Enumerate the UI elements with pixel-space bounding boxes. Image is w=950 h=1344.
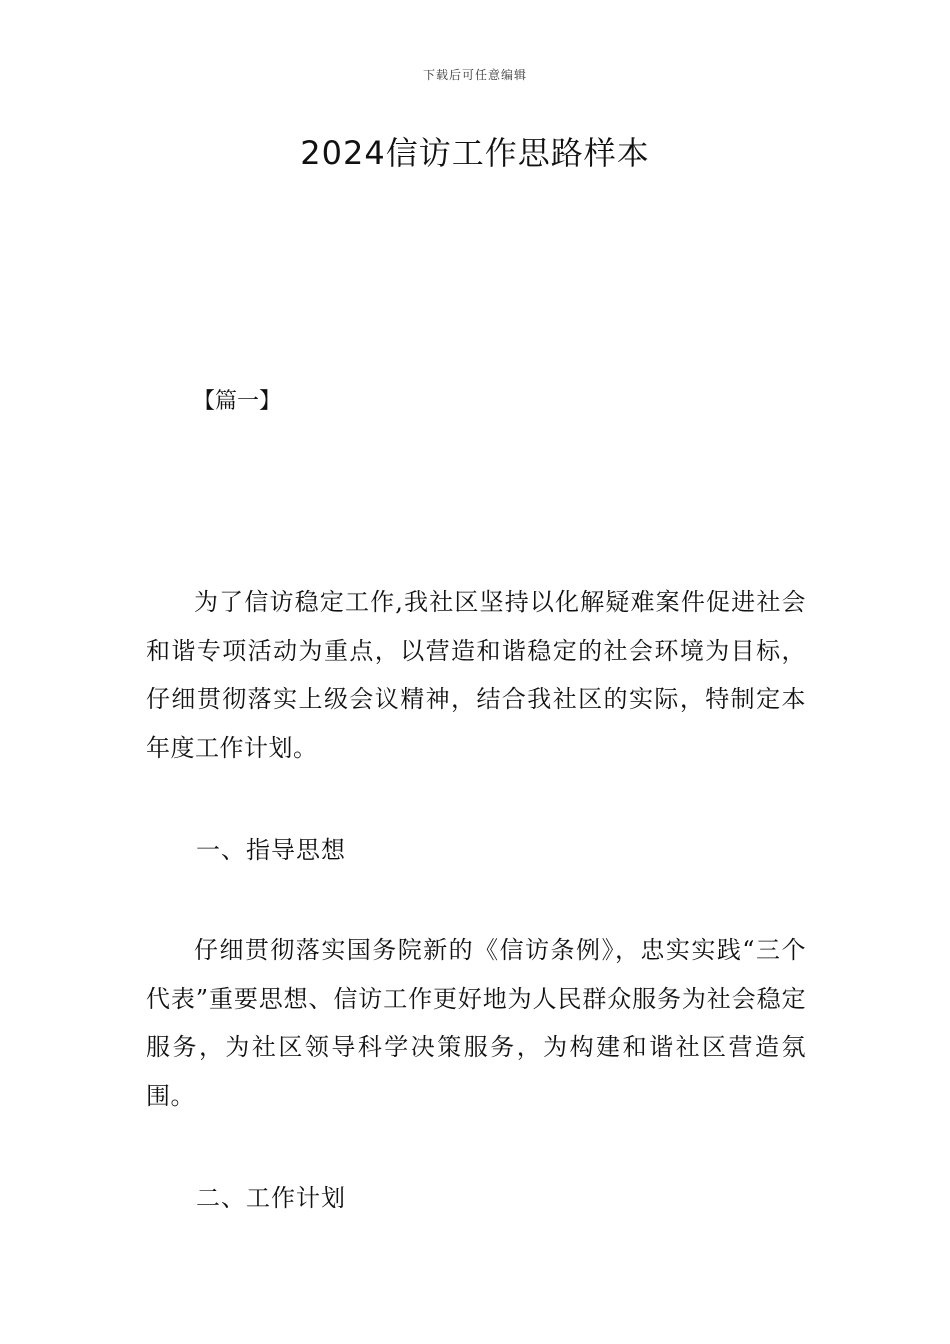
heading-guiding-thought: 一、指导思想	[196, 836, 346, 864]
intro-paragraph: 为了信访稳定工作,我社区坚持以化解疑难案件促进社会和谐专项活动为重点，以营造和谐稳定的社会环境为目标，仔细贯彻落实上级会议精神，结合我社区的实际，特制定本年度工作计划。	[146, 588, 806, 762]
guiding-paragraph: 仔细贯彻落实国务院新的《信访条例》，忠实实践“三个代表”重要思想、信访工作更好地为人民群众服务为社会稳定服务，为社区领导科学决策服务，为构建和谐社区营造氛围。	[146, 936, 806, 1110]
header-note: 下载后可任意编辑	[422, 68, 527, 82]
document-title: 2024信访工作思路样本	[300, 134, 650, 172]
heading-work-plan: 二、工作计划	[196, 1184, 346, 1212]
section-label: 【篇一】	[193, 389, 282, 414]
